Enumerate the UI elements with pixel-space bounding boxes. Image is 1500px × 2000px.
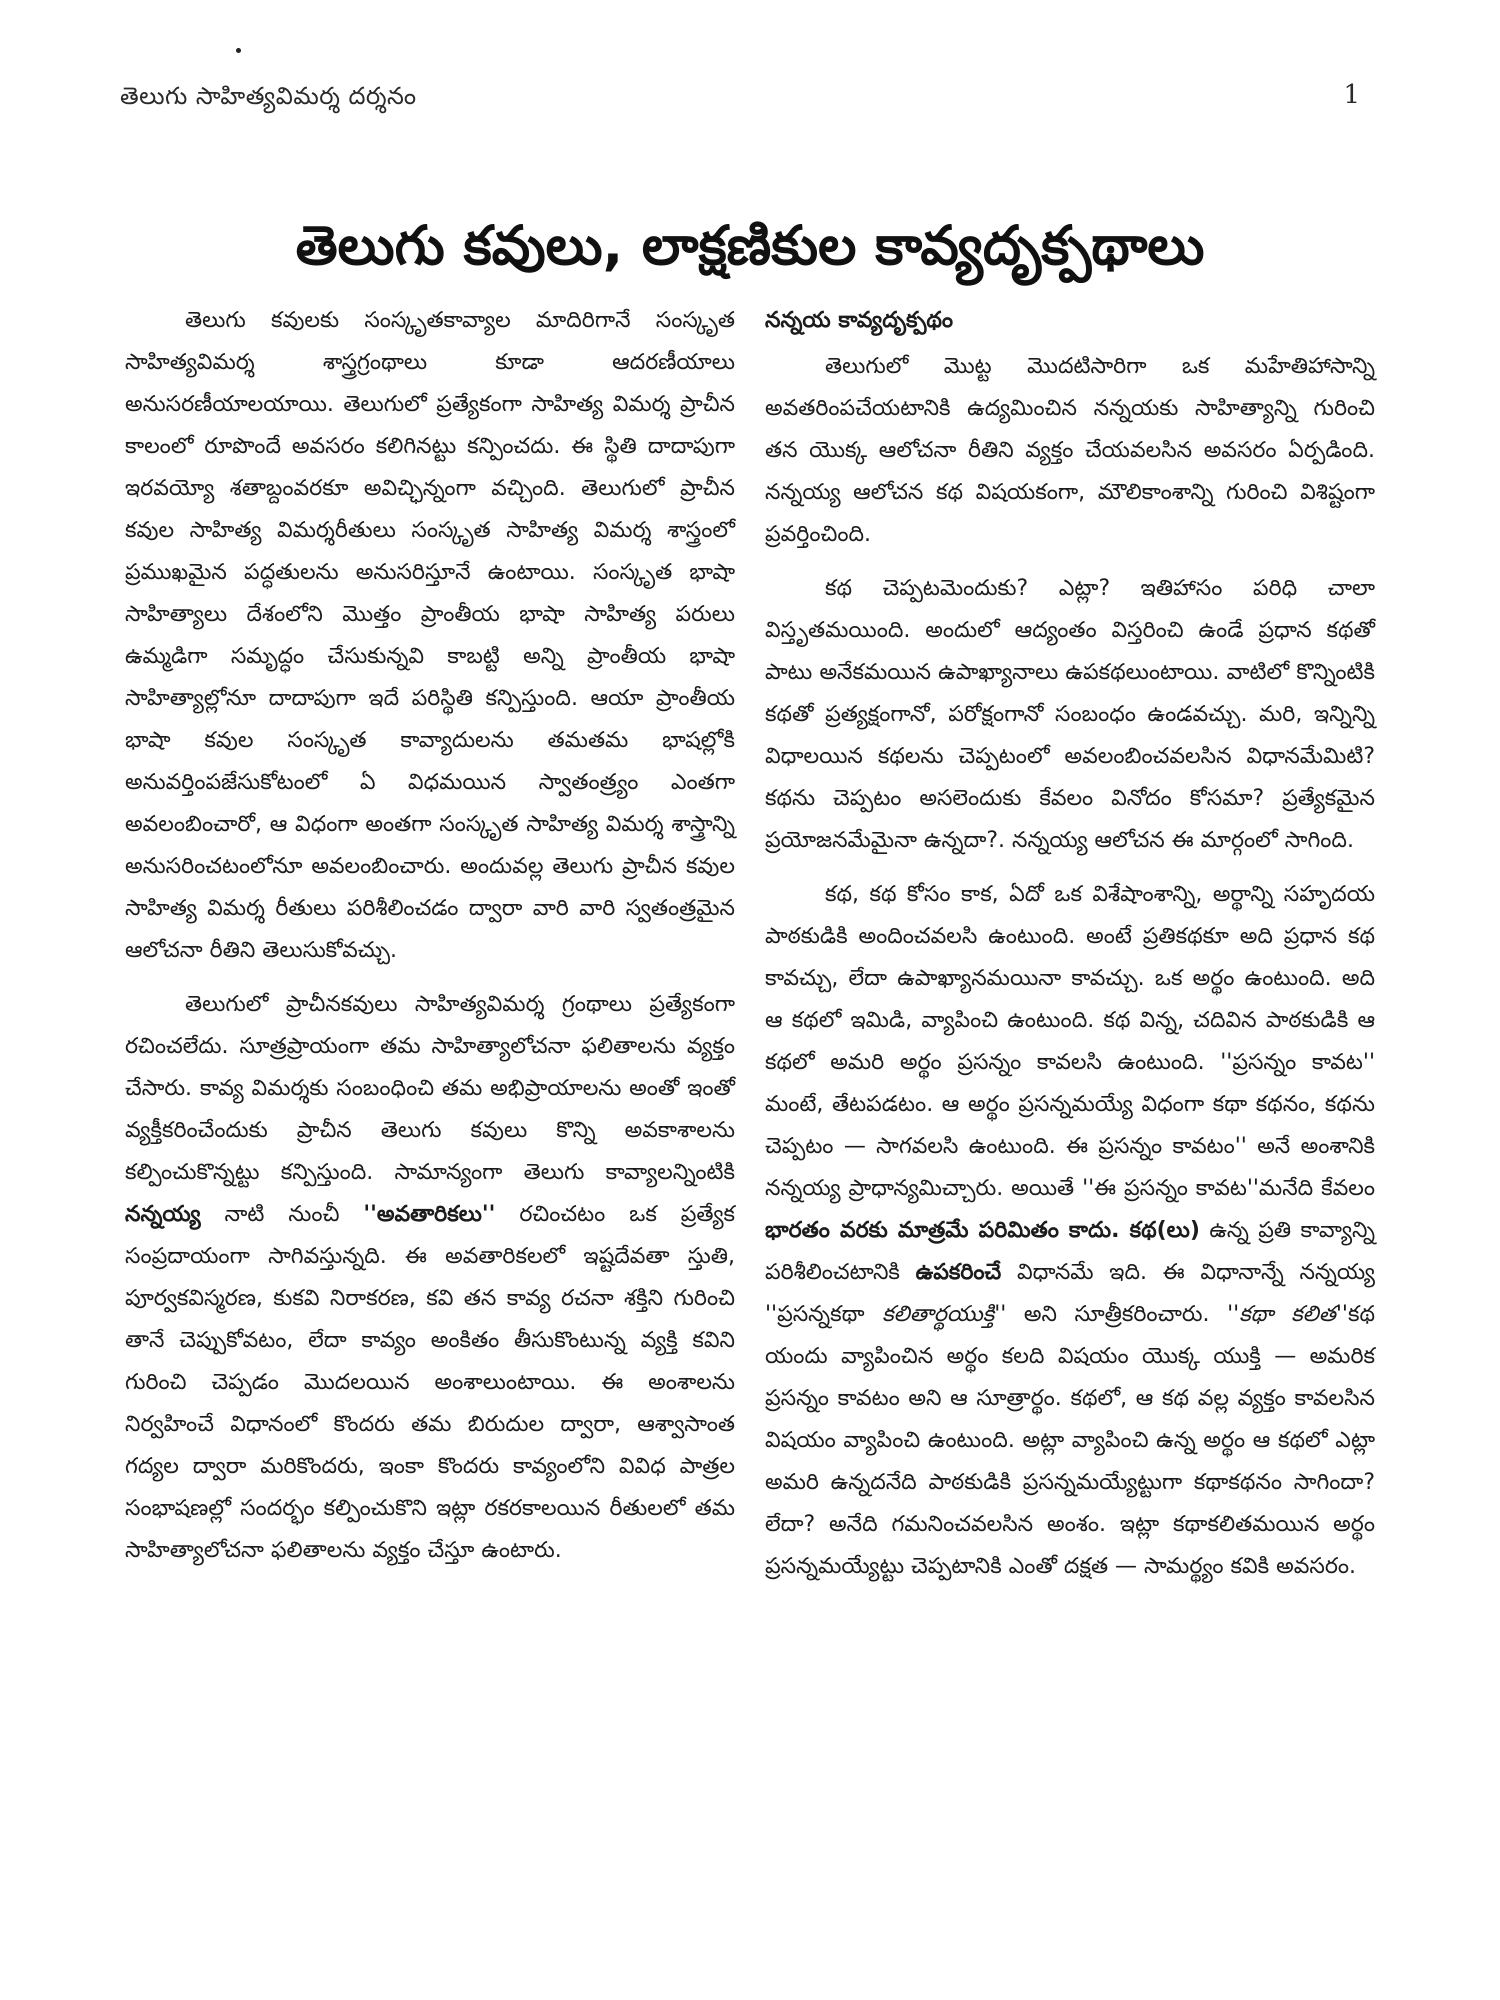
body-paragraph (125, 984, 735, 1572)
right-column (765, 300, 1375, 1600)
italic-term: కలితార్థయుక్తి (882, 1302, 995, 1327)
text-run: '' అని సూత్రీకరించారు. '' (994, 1302, 1240, 1327)
bold-term: ఉపకరించే (915, 1260, 1002, 1285)
text-run: తెలుగులో ప్రాచీనకవులు సాహిత్యవిమర్శ గ్రంథాలు ప్రత్యేకంగా రచించలేదు. సూత్రప్రాయంగా తమ సాహిత్యాలోచనా ఫలితాలను వ్యక్తం చేసారు. కావ్య విమర్శకు సంబంధించి తమ అభిప్రాయాలను అంతో ఇంతో వ్యక్తీకరించేందుకు ప్రాచీన తెలుగు కవులు కొన్ని అవకాశాలను కల్పించుకొన్నట్టు కన్పిస్తుంది. సామాన్యంగా తెలుగు కావ్యాలన్నింటికి (125, 992, 735, 1185)
text-run: రచించటం ఒక ప్రత్యేక సంప్రదాయంగా సాగివస్తున్నది. ఈ అవతారికలలో ఇష్టదేవతా స్తుతి, పూర్వకవిస్మరణ, కుకవి నిరాకరణ, కవి తన కావ్య రచనా శక్తిని గురించి తానే చెప్పుకోవటం, లేదా కావ్యం అంకితం తీసుకొంటున్న వ్యక్తి కవిని గురించి చెప్పడం మొదలయిన అంశాలుంటాయి. ఈ అంశాలను నిర్వహించే విధానంలో కొందరు తమ బిరుదుల ద్వారా, ఆశ్వాసాంత గద్యల ద్వారా మరికొందరు, ఇంకా కొందరు కావ్యంలోని వివిధ పాత్రల సంభాషణల్లో సందర్భం కల్పించుకొని ఇట్లా రకరకాలయిన రీతులలో తమ సాహిత్యాలోచనా ఫలితాలను వ్యక్తం చేస్తూ ఉంటారు. (125, 1202, 736, 1563)
print-speck (236, 48, 241, 53)
running-header: తెలుగు సాహిత్యవిమర్శ దర్శనం (120, 82, 417, 110)
chapter-title: తెలుగు కవులు, లాక్షణికుల కావ్యదృక్పథాలు (295, 214, 1205, 278)
bold-term: నన్నయ్య (125, 1202, 201, 1227)
text-run: కథ, కథ కోసం కాక, ఏదో ఒక విశేషాంశాన్ని, అర్థాన్ని సహృదయ పాఠకుడికి అందించవలసి ఉంటుంది. అంటే ప్రతికథకూ అది ప్రధాన కథ కావచ్చు, లేదా ఉపాఖ్యానమయినా కావచ్చు. ఒక అర్థం ఉంటుంది. అది ఆ కథలో ఇమిడి, వ్యాపించి ఉంటుంది. కథ విన్న, చదివిన పాఠకుడికి ఆ కథలో అమరి అర్థం ప్రసన్నం కావలసి ఉంటుంది. ''ప్రసన్నం కావట'' మంటే, తేటపడటం. ఆ అర్థం ప్రసన్నమయ్యే విధంగా కథా కథనం, కథను చెప్పటం — సాగవలసి ఉంటుంది. ఈ ప్రసన్నం కావటం'' అనే అంశానికి నన్నయ్య ప్రాధాన్యమిచ్చారు. అయితే ''ఈ ప్రసన్నం కావట''మనేది కేవలం (765, 882, 1375, 1201)
body-paragraph: కథ చెప్పటమెందుకు? ఎట్లా? ఇతిహాసం పరిధి చాలా విస్తృతమయింది. అందులో ఆద్యంతం విస్తరించి ఉండే ప్రధాన కథతో పాటు అనేకమయిన ఉపాఖ్యానాలు ఉపకథలుంటాయి. వాటిలో కొన్నింటికి కథతో ప్రత్యక్షంగానో, పరోక్షంగానో సంబంధం ఉండవచ్చు. మరి, ఇన్నిన్ని విధాలయిన కథలను చెప్పటంలో అవలంబించవలసిన విధానమేమిటి? కథను చెప్పటం అసలెందుకు కేవలం వినోదం కోసమా? ప్రత్యేకమైన ప్రయోజనమేమైనా ఉన్నదా?. నన్నయ్య ఆలోచన ఈ మార్గంలో సాగింది. (765, 576, 1375, 853)
body-paragraph: తెలుగు కవులకు సంస్కృతకావ్యాల మాదిరిగానే సంస్కృత సాహిత్యవిమర్శ శాస్త్రగ్రంథాలు కూడా ఆదరణీయాలు అనుసరణీయాలయాయి. తెలుగులో ప్రత్యేకంగా సాహిత్య విమర్శ ప్రాచీన కాలంలో రూపొందే అవసరం కలిగినట్టు కన్పించదు. ఈ స్థితి దాదాపుగా ఇరవయ్యో శతాబ్దంవరకూ అవిచ్ఛిన్నంగా వచ్చింది. తెలుగులో ప్రాచీన కవుల సాహిత్య విమర్శరీతులు సంస్కృత సాహిత్య విమర్శ శాస్త్రంలో ప్రముఖమైన పద్ధతులను అనుసరిస్తూనే ఉంటాయి. సంస్కృత భాషా సాహిత్యాలు దేశంలోని మొత్తం ప్రాంతీయ భాషా సాహిత్య పరులు ఉమ్మడిగా సమృద్ధం చేసుకున్నవి కాబట్టి అన్ని ప్రాంతీయ భాషా సాహిత్యాల్లోనూ దాదాపుగా ఇదే పరిస్థితి కన్పిస్తుంది. ఆయా ప్రాంతీయ భాషా కవుల సంస్కృత కావ్యాదులను తమతమ భాషల్లోకి అనువర్తింపజేసుకోటంలో ఏ విధమయిన స్వాతంత్ర్యం ఎంతగా అవలంబించారో, ఆ విధంగా అంతగా సంస్కృత సాహిత్య విమర్శ శాస్త్రాన్ని అనుసరించటంలోనూ అవలంబించారు. అందువల్ల తెలుగు ప్రాచీన కవుల సాహిత్య విమర్శ రీతులు పరిశీలించడం ద్వారా వారి వారి స్వతంత్రమైన ఆలోచనా రీతిని తెలుసుకోవచ్చు. (125, 308, 735, 963)
left-column (125, 300, 735, 1584)
text-run: నాటి నుంచీ (200, 1202, 364, 1227)
section-heading: నన్నయ కావ్యదృక్పథం (765, 308, 954, 333)
body-paragraph: తెలుగులో మొట్ట మొదటిసారిగా ఒక మహేతిహాసాన్ని అవతరింపచేయటానికి ఉద్యమించిన నన్నయకు సాహిత్యాన్ని గురించి తన యొక్క ఆలోచనా రీతిని వ్యక్తం చేయవలసిన అవసరం ఏర్పడింది. నన్నయ్య ఆలోచన కథ విషయకంగా, మౌలికాంశాన్ని గురించి విశిష్టంగా ప్రవర్తించింది. (765, 354, 1375, 547)
text-run: విధానమే ఇది. ఈ విధానాన్నే నన్నయ్య ''ప్రసన్నకథా (765, 1260, 1375, 1327)
body-paragraph (765, 874, 1375, 1588)
text-run: ఉన్న ప్రతి కావ్యాన్ని పరిశీలించటానికి (765, 1218, 1375, 1285)
page-number: 1 (1343, 80, 1360, 110)
bold-term: భారతం వరకు మాత్రమే పరిమితం కాదు. కథ(లు) (765, 1218, 1200, 1243)
bold-term: ''అవతారికలు'' (363, 1202, 496, 1227)
italic-term: కథా కలిత (1239, 1302, 1336, 1327)
text-run: ''కథ యందు వ్యాపించిన అర్థం కలది విషయం యొక్క యుక్తి — అమరిక ప్రసన్నం కావటం అని ఆ సూత్రార్థం. కథలో, ఆ కథ వల్ల వ్యక్తం కావలసిన విషయం వ్యాపించి ఉంటుంది. అట్లా వ్యాపించి ఉన్న అర్థం ఆ కథలో ఎట్లా అమరి ఉన్నదనేది పాఠకుడికి ప్రసన్నమయ్యేట్టుగా కథాకథనం సాగిందా? లేదా? అనేది గమనించవలసిన అంశం. ఇట్లా కథాకలితమయిన అర్థం ప్రసన్నమయ్యేట్టు చెప్పటానికి ఎంతో దక్షత — సామర్థ్యం కవికి అవసరం. (765, 1302, 1375, 1579)
